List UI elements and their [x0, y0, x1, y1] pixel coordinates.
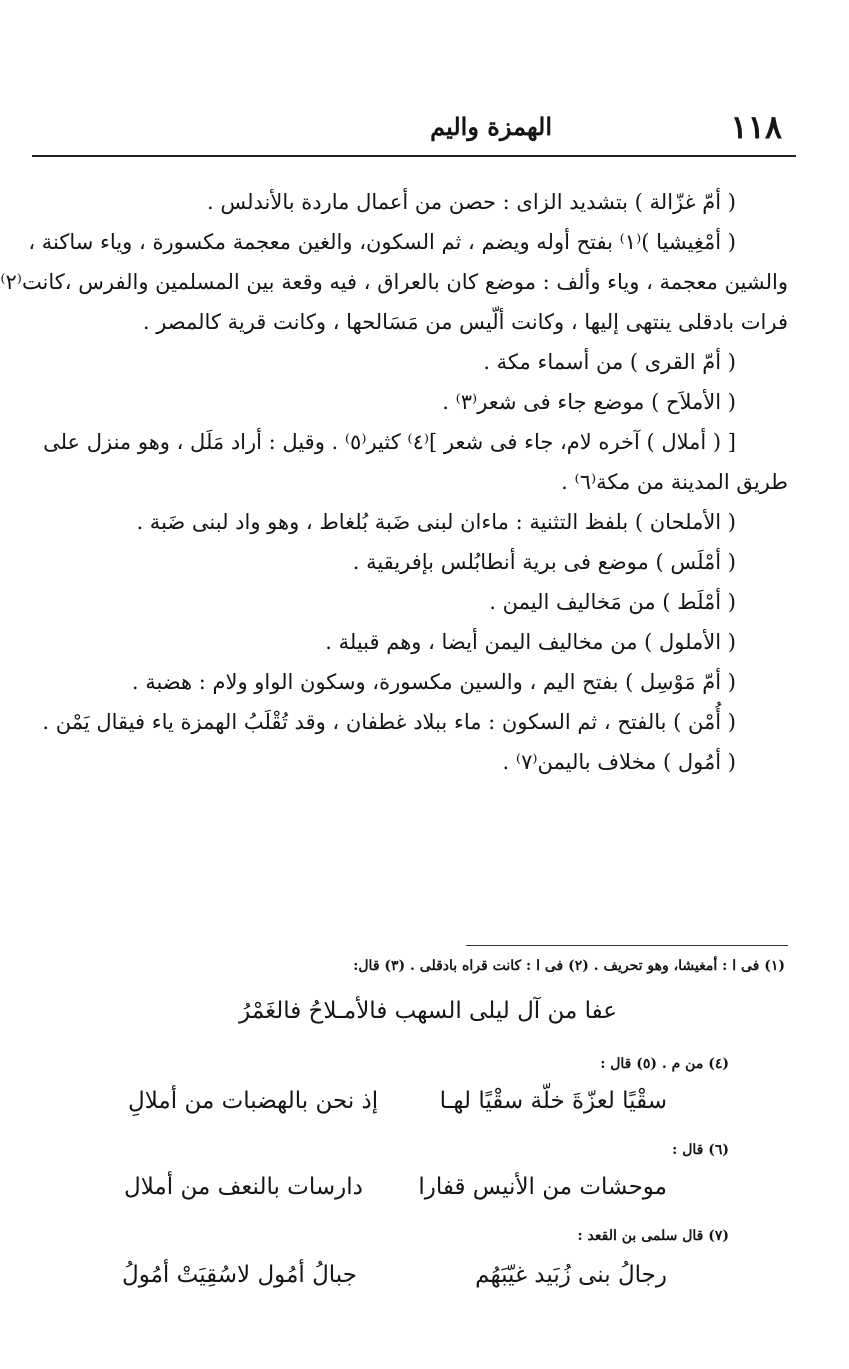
running-header: [32, 108, 796, 152]
entry-al-amlul: ( الأملول ) من مخاليف اليمن أيضا ، وهم قبيلة .: [325, 630, 736, 654]
entry-amlat: ( أمْلَط ) من مَخاليف اليمن .: [489, 590, 736, 614]
section-title: الهمزة واليم: [430, 112, 552, 141]
entry-amghishiya-cont-2: فرات بادقلى ينتهى إليها ، وكانت ألّيس من مَسَالحها ، وكانت قرية كالمصر .: [142, 310, 788, 334]
entry-al-amlah: ( الأملاَح ) موضع جاء فى شعر⁽٣⁾ .: [442, 390, 736, 414]
footnote-verse-1: عفا من آل ليلى السهب فالأمـلاحُ فالغَمْرُ: [239, 998, 617, 1024]
footnote-verse-3-left: دارسات بالنعف من أملال: [124, 1174, 363, 1200]
entry-umm-al-qura: ( أمّ القرى ) من أسماء مكة .: [483, 350, 736, 374]
footnote-verse-2-right: سقْيًا لعزّةَ خلّة سقْيًا لهـا: [439, 1088, 667, 1114]
footnote-verse-4-left: جبالُ أمُول لاسُقِيَتْ أمُولُ: [122, 1262, 357, 1288]
footnote-line-1: (١) فى ا : أمغيشا، وهو تحريف . (٢) فى ا : كانت قراه بادقلى . (٣) قال:: [353, 958, 785, 974]
footnote-verse-2-left: إذ نحن بالهضبات من أملالِ: [128, 1088, 379, 1114]
footnote-rule: [466, 945, 788, 946]
entry-amlal: [ ( أملال ) آخره لام، جاء فى شعر ]⁽٤⁾ كثير⁽٥⁾ . وقيل : أراد مَلَل ، وهو منزل على: [43, 430, 736, 454]
entry-amlas: ( أمْلَس ) موضع فى برية أنطابُلس بإفريقية .: [352, 550, 736, 574]
entry-umm-mawsil: ( أمّ مَوْسِل ) بفتح اليم ، والسين مكسورة، وسكون الواو ولام : هضبة .: [131, 670, 736, 694]
footnote-line-4: (٧) قال سلمى بن القعد :: [577, 1228, 729, 1244]
footnote-line-2: (٤) من م . (٥) قال :: [600, 1056, 729, 1072]
entry-amlal-cont: طريق المدينة من مكة⁽٦⁾ .: [561, 470, 788, 494]
header-rule: [32, 155, 796, 157]
entry-amul: ( أمُول ) مخلاف باليمن⁽٧⁾ .: [502, 750, 736, 774]
page-number: ١١٨: [730, 108, 782, 146]
footnote-verse-4-right: رجالُ بنى زُبَيد غيّبَهُم: [475, 1262, 667, 1288]
entry-umm-ghazzala: ( أمّ غزّالة ) بتشديد الزاى : حصن من أعمال ماردة بالأندلس .: [206, 190, 736, 214]
entry-al-amlahan: ( الأملحان ) بلفظ التثنية : ماءان لبنى ضَبة بُلغاط ، وهو واد لبنى ضَبة .: [136, 510, 736, 534]
entry-amghishiya-cont-1: والشين معجمة ، وياء وألف : موضع كان بالعراق ، فيه وقعة بين المسلمين والفرس ،كانت⁽٢⁾: [0, 270, 788, 294]
entry-amn: ( أُمْن ) بالفتح ، ثم السكون : ماء ببلاد غطفان ، وقد تُقْلَبُ الهمزة ياء فيقال يَمْن .: [42, 710, 736, 734]
footnote-verse-3-right: موحشات من الأنيس قفارا: [418, 1174, 667, 1200]
main-text: [0, 182, 788, 782]
footnote-line-3: (٦) قال :: [672, 1142, 729, 1158]
entry-amghishiya: ( أمْغِيشيا )⁽١⁾ بفتح أوله ويضم ، ثم السكون، والغين معجمة مكسورة ، وياء ساكنة ،: [28, 230, 736, 254]
